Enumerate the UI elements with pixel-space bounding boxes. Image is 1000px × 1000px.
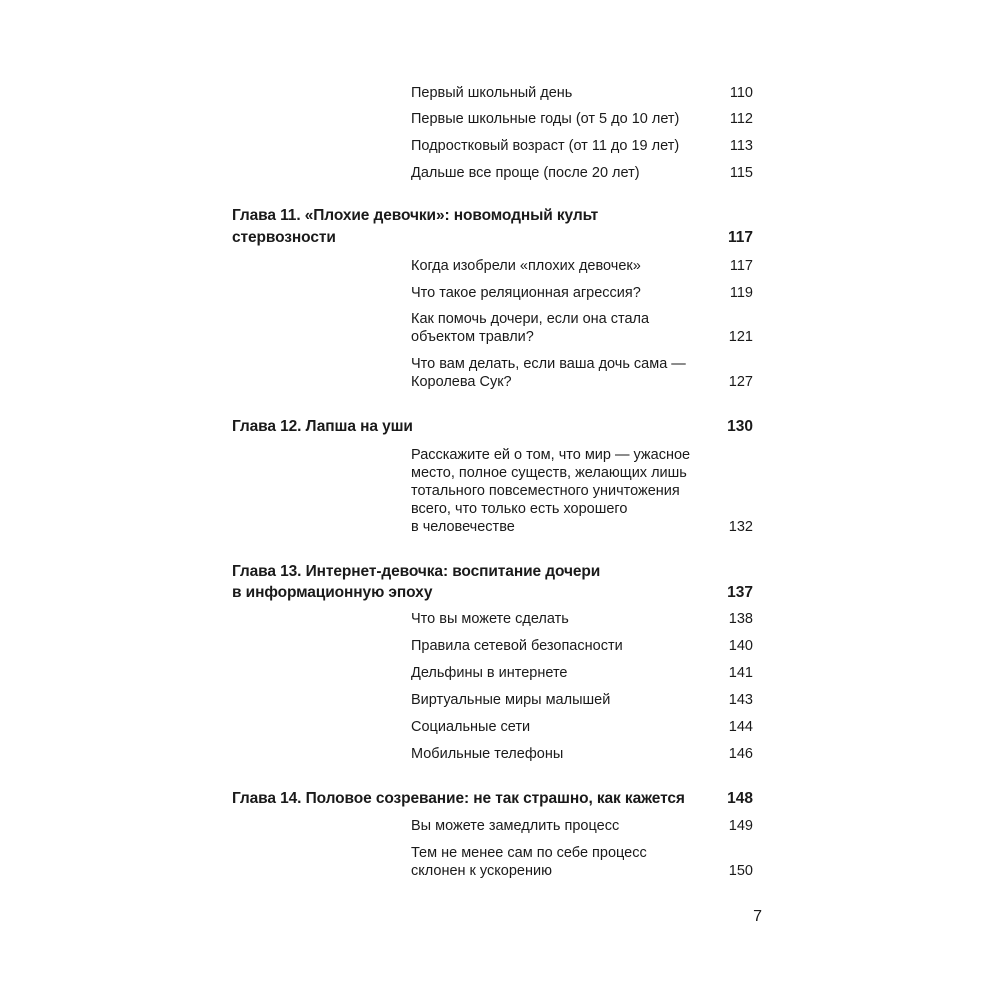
toc-entry-title: Как помочь дочери, если она стала [411,311,650,327]
toc-entry-title: Что вам делать, если ваша дочь сама — [411,356,686,372]
toc-entry-title: Подростковый возраст (от 11 до 19 лет) [411,138,680,154]
toc-entry-title: Социальные сети [411,719,531,735]
toc-entry-title: склонен к ускорению [411,863,552,879]
toc-entry-title: Вы можете замедлить процесс [411,818,620,834]
toc-entry-page: 110 [729,85,753,101]
toc-entry-title: Мобильные телефоны [411,746,564,762]
toc-entry-title: всего, что только есть хорошего [411,501,628,517]
toc-entry-title: Первый школьный день [411,85,573,101]
toc-entry-page: 141 [728,665,753,681]
toc-entry-page: 149 [728,818,753,834]
chapter-heading: стервозности [232,229,336,246]
chapter-page: 130 [727,418,753,435]
toc-entry-page: 144 [728,719,753,735]
chapter-page: 148 [727,790,753,807]
toc-entry-title: Когда изобрели «плохих девочек» [411,258,641,274]
toc-entry-title: тотального повсеместного уничтожения [411,483,680,499]
toc-entry-page: 143 [728,692,753,708]
toc-entry-page: 127 [728,374,753,390]
toc-entry-title: Первые школьные годы (от 5 до 10 лет) [411,111,680,127]
toc-entry-title: Дальше все проще (после 20 лет) [411,165,640,181]
toc-entry-page: 112 [729,111,753,127]
chapter-heading: Глава 12. Лапша на уши [232,418,413,435]
toc-entry-page: 117 [729,258,753,274]
toc-entry-page: 140 [728,638,753,654]
chapter-heading: в информационную эпоху [232,584,433,601]
toc-entry-page: 121 [728,329,753,345]
toc-entry-title: объектом травли? [411,329,534,345]
page-number: 7 [753,908,762,925]
toc-entry-title: Королева Сук? [411,374,512,390]
chapter-page: 137 [727,584,753,601]
toc-entry-page: 150 [728,863,753,879]
toc-entry-page: 146 [728,746,753,762]
toc-entry-title: Что вы можете сделать [411,611,569,627]
toc-entry-title: Дельфины в интернете [411,665,568,681]
toc-entry-page: 115 [729,165,753,181]
chapter-heading: Глава 11. «Плохие девочки»: новомодный культ [232,207,599,224]
toc-entry-title: Расскажите ей о том, что мир — ужасное [411,447,691,463]
toc-entry-page: 132 [728,519,753,535]
toc-entry-title: Что такое реляционная агрессия? [411,285,641,301]
toc-entry-title: в человечестве [411,519,515,535]
chapter-heading: Глава 13. Интернет-девочка: воспитание дочери [232,563,601,580]
toc-entry-title: Правила сетевой безопасности [411,638,623,654]
toc-entry-page: 119 [729,285,753,301]
toc-entry-title: Тем не менее сам по себе процесс [411,845,647,861]
chapter-page: 117 [727,229,753,246]
toc-entry-title: Виртуальные миры малышей [411,692,611,708]
chapter-heading: Глава 14. Половое созревание: не так страшно, как кажется [232,790,685,807]
toc-entry-title: место, полное существ, желающих лишь [411,465,687,481]
toc-entry-page: 138 [728,611,753,627]
toc-entry-page: 113 [729,138,753,154]
